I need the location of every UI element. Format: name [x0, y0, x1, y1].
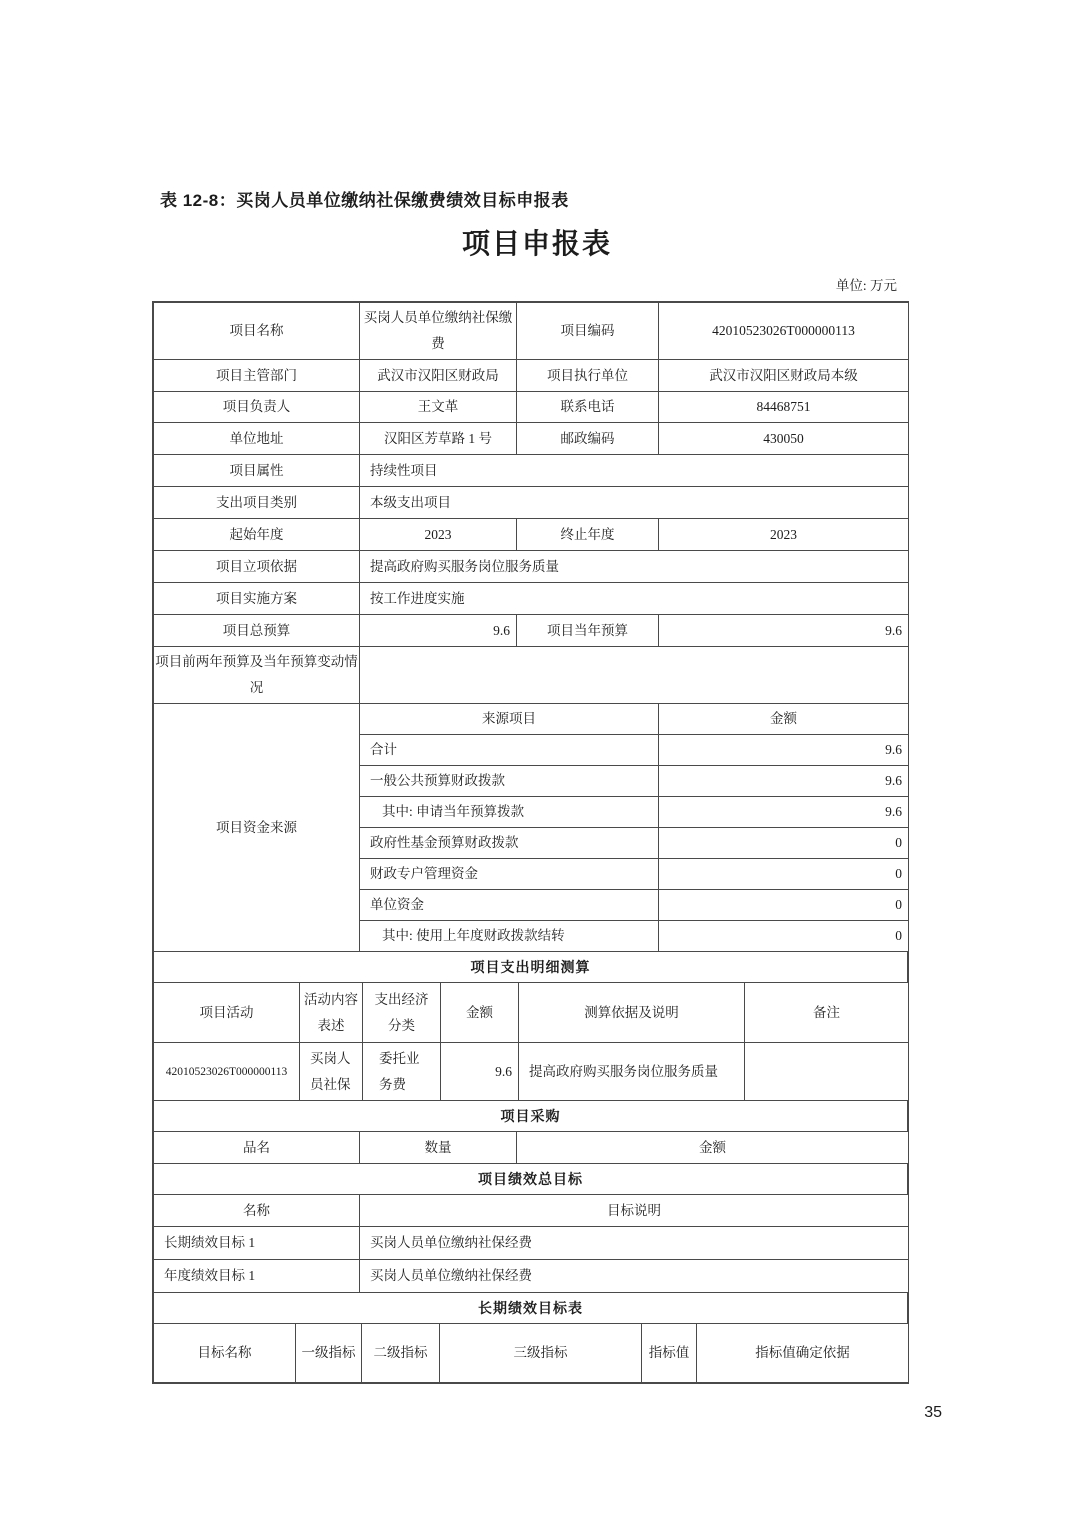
- table-row: [154, 1293, 908, 1324]
- category-column-header: 支出经济分类: [363, 983, 441, 1043]
- total-budget-label: 项目总预算: [154, 615, 360, 647]
- address-label: 单位地址: [154, 423, 360, 455]
- funding-row-amount: 0: [659, 921, 909, 952]
- funding-source-table: [153, 703, 909, 952]
- table-row: [154, 487, 909, 519]
- table-row: [154, 983, 909, 1043]
- end-year-value: 2023: [659, 519, 909, 551]
- address-value: 汉阳区芳草路 1 号: [360, 423, 517, 455]
- overall-goals-title: [153, 1163, 908, 1195]
- leader-value: 王文革: [360, 392, 517, 423]
- start-year-label: 起始年度: [154, 519, 360, 551]
- table-row: [154, 1043, 909, 1101]
- table-row: [154, 952, 908, 983]
- funding-row-name: 其中: 使用上年度财政拨款结转: [360, 921, 659, 952]
- phone-value: 84468751: [659, 392, 909, 423]
- start-year-value: 2023: [360, 519, 517, 551]
- overall-goals-section-title: 项目绩效总目标: [154, 1164, 908, 1195]
- item-name-column-header: 品名: [154, 1132, 360, 1164]
- table-row: [154, 360, 909, 392]
- basis-cell: 提高政府购买服务岗位服务质量: [519, 1043, 745, 1101]
- table-row: [154, 1227, 909, 1260]
- page-number: 35: [924, 1404, 942, 1421]
- project-code-label: 项目编码: [517, 303, 659, 360]
- table-row: [154, 551, 909, 583]
- activity-column-header: 项目活动: [154, 983, 300, 1043]
- funding-row-amount: 0: [659, 859, 909, 890]
- postcode-value: 430050: [659, 423, 909, 455]
- table-row: [154, 1324, 909, 1383]
- declaration-form: [152, 301, 909, 1384]
- goal-desc-column-header: 目标说明: [360, 1195, 909, 1227]
- approval-basis-label: 项目立项依据: [154, 551, 360, 583]
- longterm-goal-table: [153, 1323, 909, 1383]
- attribute-label: 项目属性: [154, 455, 360, 487]
- target-name-column-header: 目标名称: [154, 1324, 296, 1383]
- expense-type-label: 支出项目类别: [154, 487, 360, 519]
- end-year-label: 终止年度: [517, 519, 659, 551]
- funding-source-label: 项目资金来源: [154, 704, 360, 952]
- phone-label: 联系电话: [517, 392, 659, 423]
- longterm-goal-name: 长期绩效目标 1: [154, 1227, 360, 1260]
- table-row: [154, 423, 909, 455]
- prior-budget-value: [360, 647, 909, 704]
- indicator-basis-column-header: 指标值确定依据: [697, 1324, 909, 1383]
- basis-column-header: 测算依据及说明: [519, 983, 745, 1043]
- procurement-amount-column-header: 金额: [517, 1132, 909, 1164]
- procurement-section-title: 项目采购: [154, 1101, 908, 1132]
- funding-row-name: 一般公共预算财政拨款: [360, 766, 659, 797]
- funding-row-amount: 9.6: [659, 766, 909, 797]
- page-title: 项目申报表: [461, 228, 612, 259]
- funding-row-name: 政府性基金预算财政拨款: [360, 828, 659, 859]
- project-name-value: 买岗人员单位缴纳社保缴费: [360, 303, 517, 360]
- project-name-label: 项目名称: [154, 303, 360, 360]
- table-row: [154, 1164, 908, 1195]
- funding-row-name: 其中: 申请当年预算拨款: [360, 797, 659, 828]
- funding-amount-column-header: 金额: [659, 704, 909, 735]
- table-row: [154, 303, 909, 360]
- longterm-goal-desc: 买岗人员单位缴纳社保经费: [360, 1227, 909, 1260]
- basic-info-table: [153, 302, 909, 704]
- table-row: [154, 615, 909, 647]
- indicator-value-column-header: 指标值: [642, 1324, 697, 1383]
- table-row: [154, 455, 909, 487]
- funding-row-name: 合计: [360, 735, 659, 766]
- prior-budget-label: 项目前两年预算及当年预算变动情况: [154, 647, 360, 704]
- expense-detail-table: [153, 982, 909, 1101]
- amount-column-header: 金额: [441, 983, 519, 1043]
- implementation-plan-label: 项目实施方案: [154, 583, 360, 615]
- note-column-header: 备注: [745, 983, 909, 1043]
- level2-indicator-column-header: 二级指标: [362, 1324, 440, 1383]
- goal-name-column-header: 名称: [154, 1195, 360, 1227]
- table-row: [154, 1101, 908, 1132]
- table-row: [154, 519, 909, 551]
- funding-row-name: 财政专户管理资金: [360, 859, 659, 890]
- table-row: [154, 647, 909, 704]
- category-cell: 委托业务费: [363, 1043, 441, 1101]
- total-budget-value: 9.6: [360, 615, 517, 647]
- funding-row-name: 单位资金: [360, 890, 659, 921]
- funding-row-amount: 9.6: [659, 735, 909, 766]
- procurement-table: [153, 1131, 909, 1164]
- postcode-label: 邮政编码: [517, 423, 659, 455]
- longterm-goal-title: [153, 1292, 908, 1324]
- expense-detail-title: [153, 951, 908, 983]
- amount-cell: 9.6: [441, 1043, 519, 1101]
- table-row: [154, 392, 909, 423]
- procurement-title: [153, 1100, 908, 1132]
- table-row: [154, 1195, 909, 1227]
- note-cell: [745, 1043, 909, 1101]
- table-row: [154, 583, 909, 615]
- leader-label: 项目负责人: [154, 392, 360, 423]
- content-column-header: 活动内容表述: [300, 983, 363, 1043]
- activity-cell: 42010523026T000000113: [154, 1043, 300, 1101]
- table-row: [154, 1132, 909, 1164]
- table-row: [154, 1260, 909, 1293]
- expense-type-value: 本级支出项目: [360, 487, 909, 519]
- funding-row-amount: 9.6: [659, 797, 909, 828]
- approval-basis-value: 提高政府购买服务岗位服务质量: [360, 551, 909, 583]
- project-code-value: 42010523026T000000113: [659, 303, 909, 360]
- unit-label: 单位: 万元: [835, 278, 897, 293]
- table-row: [154, 704, 909, 735]
- quantity-column-header: 数量: [360, 1132, 517, 1164]
- annual-goal-desc: 买岗人员单位缴纳社保经费: [360, 1260, 909, 1293]
- level3-indicator-column-header: 三级指标: [440, 1324, 642, 1383]
- dept-label: 项目主管部门: [154, 360, 360, 392]
- overall-goals-table: [153, 1194, 909, 1293]
- exec-unit-label: 项目执行单位: [517, 360, 659, 392]
- dept-value: 武汉市汉阳区财政局: [360, 360, 517, 392]
- funding-row-amount: 0: [659, 890, 909, 921]
- current-year-budget-label: 项目当年预算: [517, 615, 659, 647]
- content-cell: 买岗人员社保: [300, 1043, 363, 1101]
- table-caption: 表 12-8：买岗人员单位缴纳社保缴费绩效目标申报表: [160, 191, 569, 210]
- current-year-budget-value: 9.6: [659, 615, 909, 647]
- exec-unit-value: 武汉市汉阳区财政局本级: [659, 360, 909, 392]
- implementation-plan-value: 按工作进度实施: [360, 583, 909, 615]
- expense-detail-section-title: 项目支出明细测算: [154, 952, 908, 983]
- funding-row-amount: 0: [659, 828, 909, 859]
- attribute-value: 持续性项目: [360, 455, 909, 487]
- level1-indicator-column-header: 一级指标: [296, 1324, 362, 1383]
- annual-goal-name: 年度绩效目标 1: [154, 1260, 360, 1293]
- funding-source-column-header: 来源项目: [360, 704, 659, 735]
- longterm-goal-section-title: 长期绩效目标表: [154, 1293, 908, 1324]
